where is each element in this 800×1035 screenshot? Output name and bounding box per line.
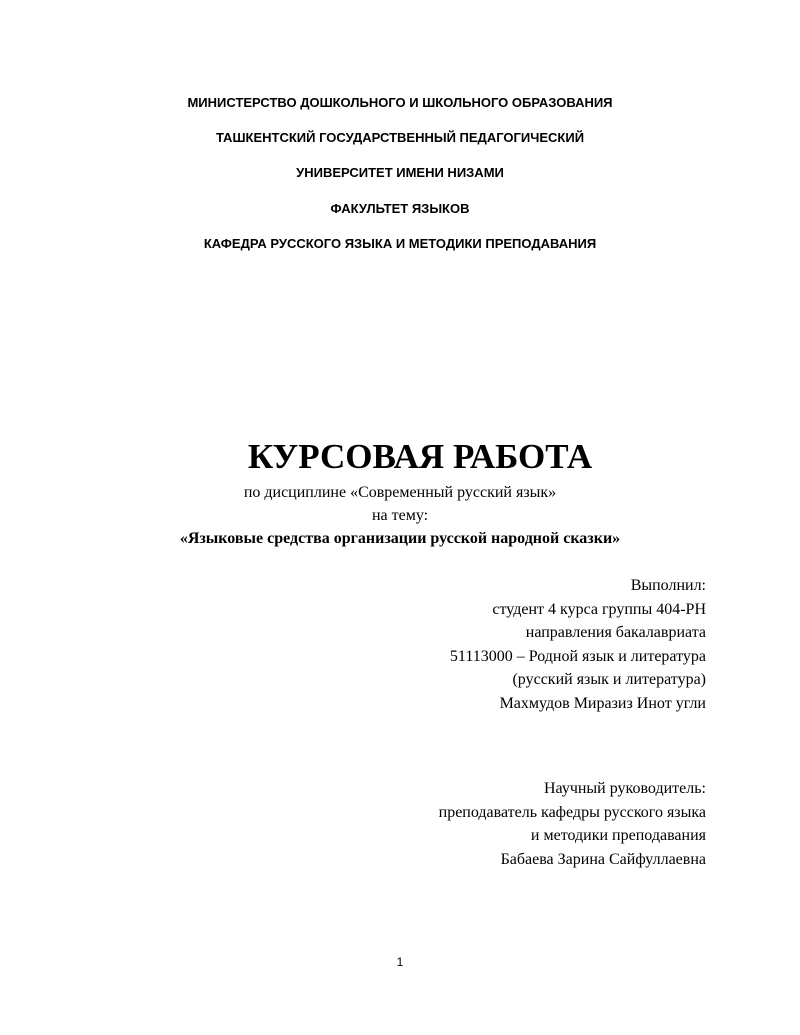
supervisor-name: Бабаева Зарина Сайфуллаевна xyxy=(500,850,706,868)
supervisor-position-line1: преподаватель кафедры русского языка xyxy=(438,803,706,821)
author-label: Выполнил: xyxy=(630,577,706,594)
author-name: Махмудов Миразиз Инот угли xyxy=(499,694,706,712)
supervisor-block xyxy=(439,777,706,871)
author-program-detail: (русский язык и литература) xyxy=(512,671,706,688)
document-title: КУРСОВАЯ РАБОТА xyxy=(247,437,593,476)
ministry-heading: МИНИСТЕРСТВО ДОШКОЛЬНОГО И ШКОЛЬНОГО ОБРАЗОВАНИЯ xyxy=(187,95,613,110)
author-block xyxy=(450,574,706,715)
author-program: 51113000 – Родной язык и литература xyxy=(449,647,706,665)
topic-label: на тему: xyxy=(371,507,429,524)
discipline-line: по дисциплине «Современный русский язык» xyxy=(243,484,557,501)
supervisor-label: Научный руководитель: xyxy=(543,780,706,797)
page-number: 1 xyxy=(396,955,404,969)
supervisor-position-line2: и методики преподавания xyxy=(530,827,706,844)
university-heading-line2: УНИВЕРСИТЕТ ИМЕНИ НИЗАМИ xyxy=(296,165,504,180)
university-heading-line1: ТАШКЕНТСКИЙ ГОСУДАРСТВЕННЫЙ ПЕДАГОГИЧЕСКИЙ xyxy=(215,130,585,145)
faculty-heading: ФАКУЛЬТЕТ ЯЗЫКОВ xyxy=(330,201,470,216)
author-direction: направления бакалавриата xyxy=(525,624,706,641)
author-student-info: студент 4 курса группы 404-РН xyxy=(492,600,706,618)
department-heading: КАФЕДРА РУССКОГО ЯЗЫКА И МЕТОДИКИ ПРЕПОДАВАНИЯ xyxy=(203,236,597,251)
topic-title: «Языковые средства организации русской народной сказки» xyxy=(179,530,621,547)
